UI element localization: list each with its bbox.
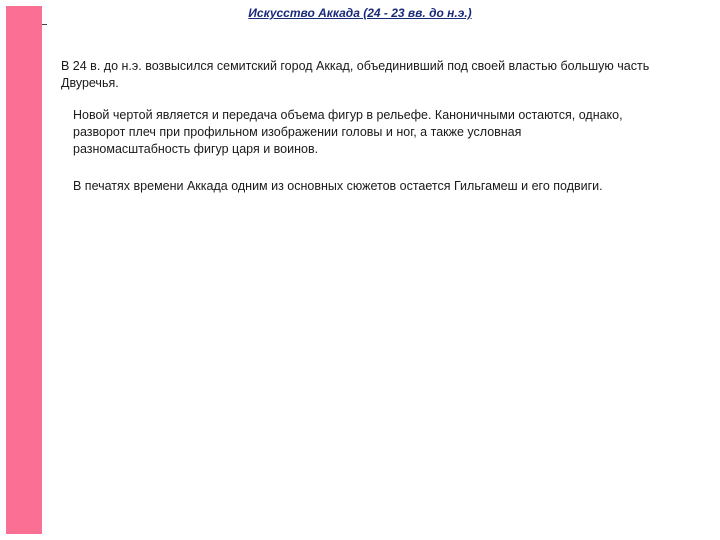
- left-accent-bar: [6, 6, 42, 534]
- paragraph-intro: В 24 в. до н.э. возвысился семитский город Аккад, объединивший под своей властью большую часть Двуречья.: [61, 59, 650, 90]
- paragraph-seals: В печатях времени Аккада одним из основных сюжетов остается Гильгамеш и его подвиги.: [73, 179, 603, 193]
- paragraph-relief: Новой чертой является и передача объема фигур в рельефе. Каноничными остаются, однако, разворот плеч при профильном изображении головы и ног, а также условная разномасштабность фигур царя и воинов.: [73, 108, 623, 156]
- slide-title: Искусство Аккада (24 - 23 вв. до н.э.): [248, 6, 472, 20]
- divider-tick: [42, 24, 47, 25]
